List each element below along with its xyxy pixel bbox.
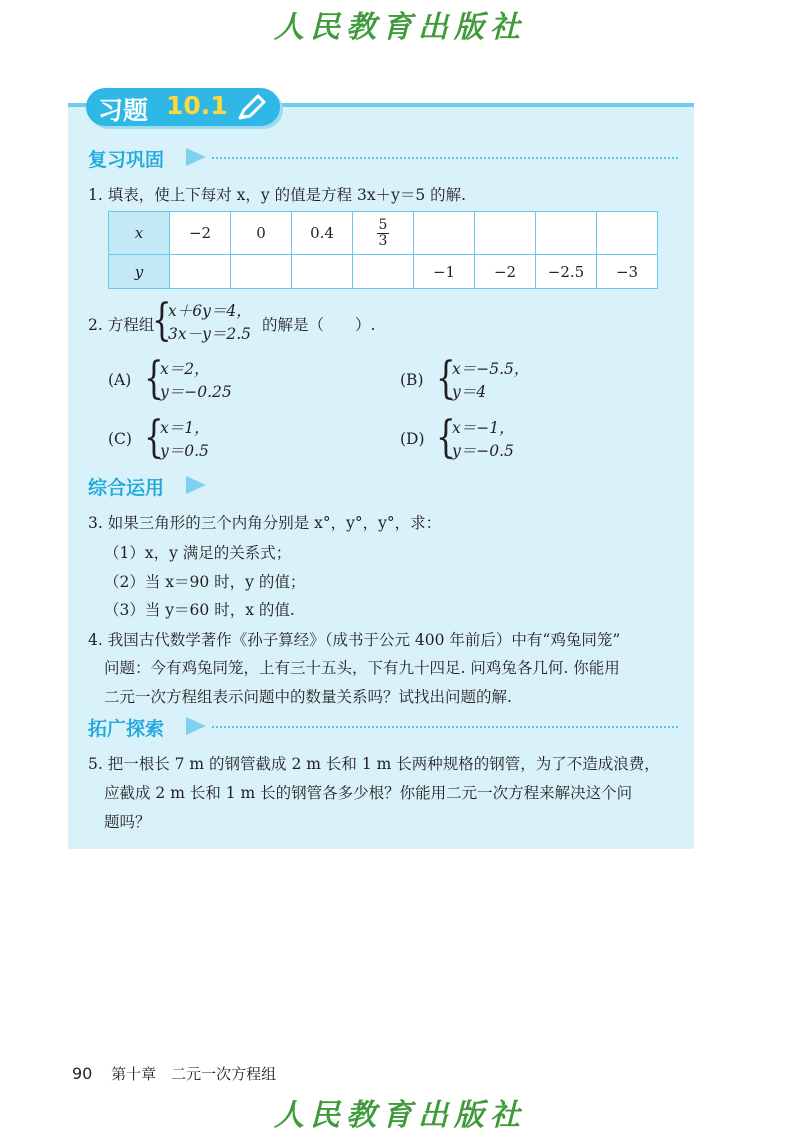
x-cell[interactable] (414, 212, 475, 255)
y-cell[interactable]: −1 (414, 255, 475, 289)
q2-equation-2: 3x－y＝2.5 (168, 325, 252, 343)
fraction-numerator: 5 (378, 216, 388, 233)
x-cell[interactable]: 0.4 (292, 212, 353, 255)
question-5-line-3: 题吗？ (104, 813, 151, 831)
option-c-eq1: x＝1， (160, 419, 210, 437)
left-brace: { (436, 353, 456, 404)
publisher-logo-bottom: 人民教育出版社 (274, 1098, 526, 1133)
table-row (109, 212, 658, 255)
exercise-title-tab (86, 88, 280, 126)
question-4-line-1: 4. 我国古代数学著作《孙子算经》（成书于公元 400 年前后）中有“鸡兔同笼” (88, 631, 621, 649)
fraction (377, 218, 390, 249)
table-row (109, 255, 658, 289)
option-c-system (144, 412, 264, 463)
y-cell[interactable] (353, 255, 414, 289)
x-cell[interactable] (536, 212, 597, 255)
section-divider (212, 157, 678, 159)
left-brace: { (436, 412, 456, 463)
question-4-line-3: 二元一次方程组表示问题中的数量关系吗？试找出问题的解. (104, 688, 512, 706)
section-divider (212, 726, 678, 728)
option-a-system (144, 353, 264, 404)
question-2-prefix: 2. 方程组 (88, 316, 155, 334)
y-cell[interactable]: −3 (597, 255, 658, 289)
question-3-text: 3. 如果三角形的三个内角分别是 x°，y°，y°，求： (88, 514, 442, 532)
question-1-text: 1. 填表，使上下每对 x，y 的值是方程 3x＋y＝5 的解. (88, 186, 467, 204)
y-cell[interactable] (231, 255, 292, 289)
option-b-eq2: y＝4 (452, 383, 487, 401)
option-b-system (436, 353, 556, 404)
exercise-title-number: 10.1 (166, 91, 228, 120)
section-review-label: 复习巩固 (88, 149, 165, 171)
option-d-system (436, 412, 556, 463)
left-brace: { (144, 412, 164, 463)
left-brace: { (152, 295, 172, 346)
option-a-eq1: x＝2， (160, 360, 210, 378)
fraction-denominator: 3 (378, 232, 388, 249)
q2-equation-1: x＋6y＝4， (168, 302, 252, 320)
chapter-title: 第十章 二元一次方程组 (111, 1065, 277, 1083)
question-4-line-2: 问题：今有鸡兔同笼，上有三十五头，下有九十四足. 问鸡兔各几何. 你能用 (104, 659, 620, 677)
section-extend (88, 714, 678, 740)
q2-equation-system (152, 295, 272, 346)
row-y-label: y (109, 255, 170, 289)
play-arrow-icon (186, 476, 206, 494)
question-2-suffix: 的解是（ ）. (262, 316, 376, 334)
y-cell[interactable]: −2 (475, 255, 536, 289)
option-c-label[interactable]: (C) (108, 430, 132, 448)
option-b-label[interactable]: (B) (400, 371, 424, 389)
x-cell[interactable] (475, 212, 536, 255)
page-number: 90 (72, 1064, 93, 1083)
option-d-eq1: x＝−1， (452, 419, 515, 437)
x-cell[interactable]: −2 (170, 212, 231, 255)
section-review (88, 145, 678, 171)
question-5-line-1: 5. 把一根长 7 m 的钢管截成 2 m 长和 1 m 长两种规格的钢管，为了不造成浪费， (88, 755, 660, 773)
option-a-label[interactable]: (A) (108, 371, 132, 389)
page-footer (72, 1063, 276, 1084)
play-arrow-icon (186, 717, 206, 735)
option-b-eq1: x＝−5.5， (452, 360, 530, 378)
x-cell[interactable] (597, 212, 658, 255)
pencil-icon (236, 94, 266, 122)
y-cell[interactable] (170, 255, 231, 289)
option-a-eq2: y＝−0.25 (160, 383, 232, 401)
section-extend-label: 拓广探索 (88, 718, 165, 740)
option-c-eq2: y＝0.5 (160, 442, 209, 460)
question-3-part-1: （1）x，y 满足的关系式； (104, 544, 292, 562)
x-cell[interactable]: 0 (231, 212, 292, 255)
y-cell[interactable]: −2.5 (536, 255, 597, 289)
option-d-eq2: y＝−0.5 (452, 442, 514, 460)
section-apply-label: 综合运用 (88, 477, 165, 499)
question-3-part-2: （2）当 x＝90 时，y 的值； (104, 573, 306, 591)
publisher-logo-top: 人民教育出版社 (274, 10, 526, 45)
y-cell[interactable] (292, 255, 353, 289)
row-x-label: x (109, 212, 170, 255)
question-3-part-3: （3）当 y＝60 时，x 的值. (104, 601, 295, 619)
play-arrow-icon (186, 148, 206, 166)
exercise-title-label: 习题 (98, 96, 149, 125)
option-d-label[interactable]: (D) (400, 430, 425, 448)
question-5-line-2: 应截成 2 m 长和 1 m 长的钢管各多少根？你能用二元一次方程来解决这个问 (104, 784, 633, 802)
section-apply (88, 473, 678, 499)
x-cell-fraction[interactable] (353, 212, 414, 255)
q1-fill-table (108, 211, 658, 289)
left-brace: { (144, 353, 164, 404)
